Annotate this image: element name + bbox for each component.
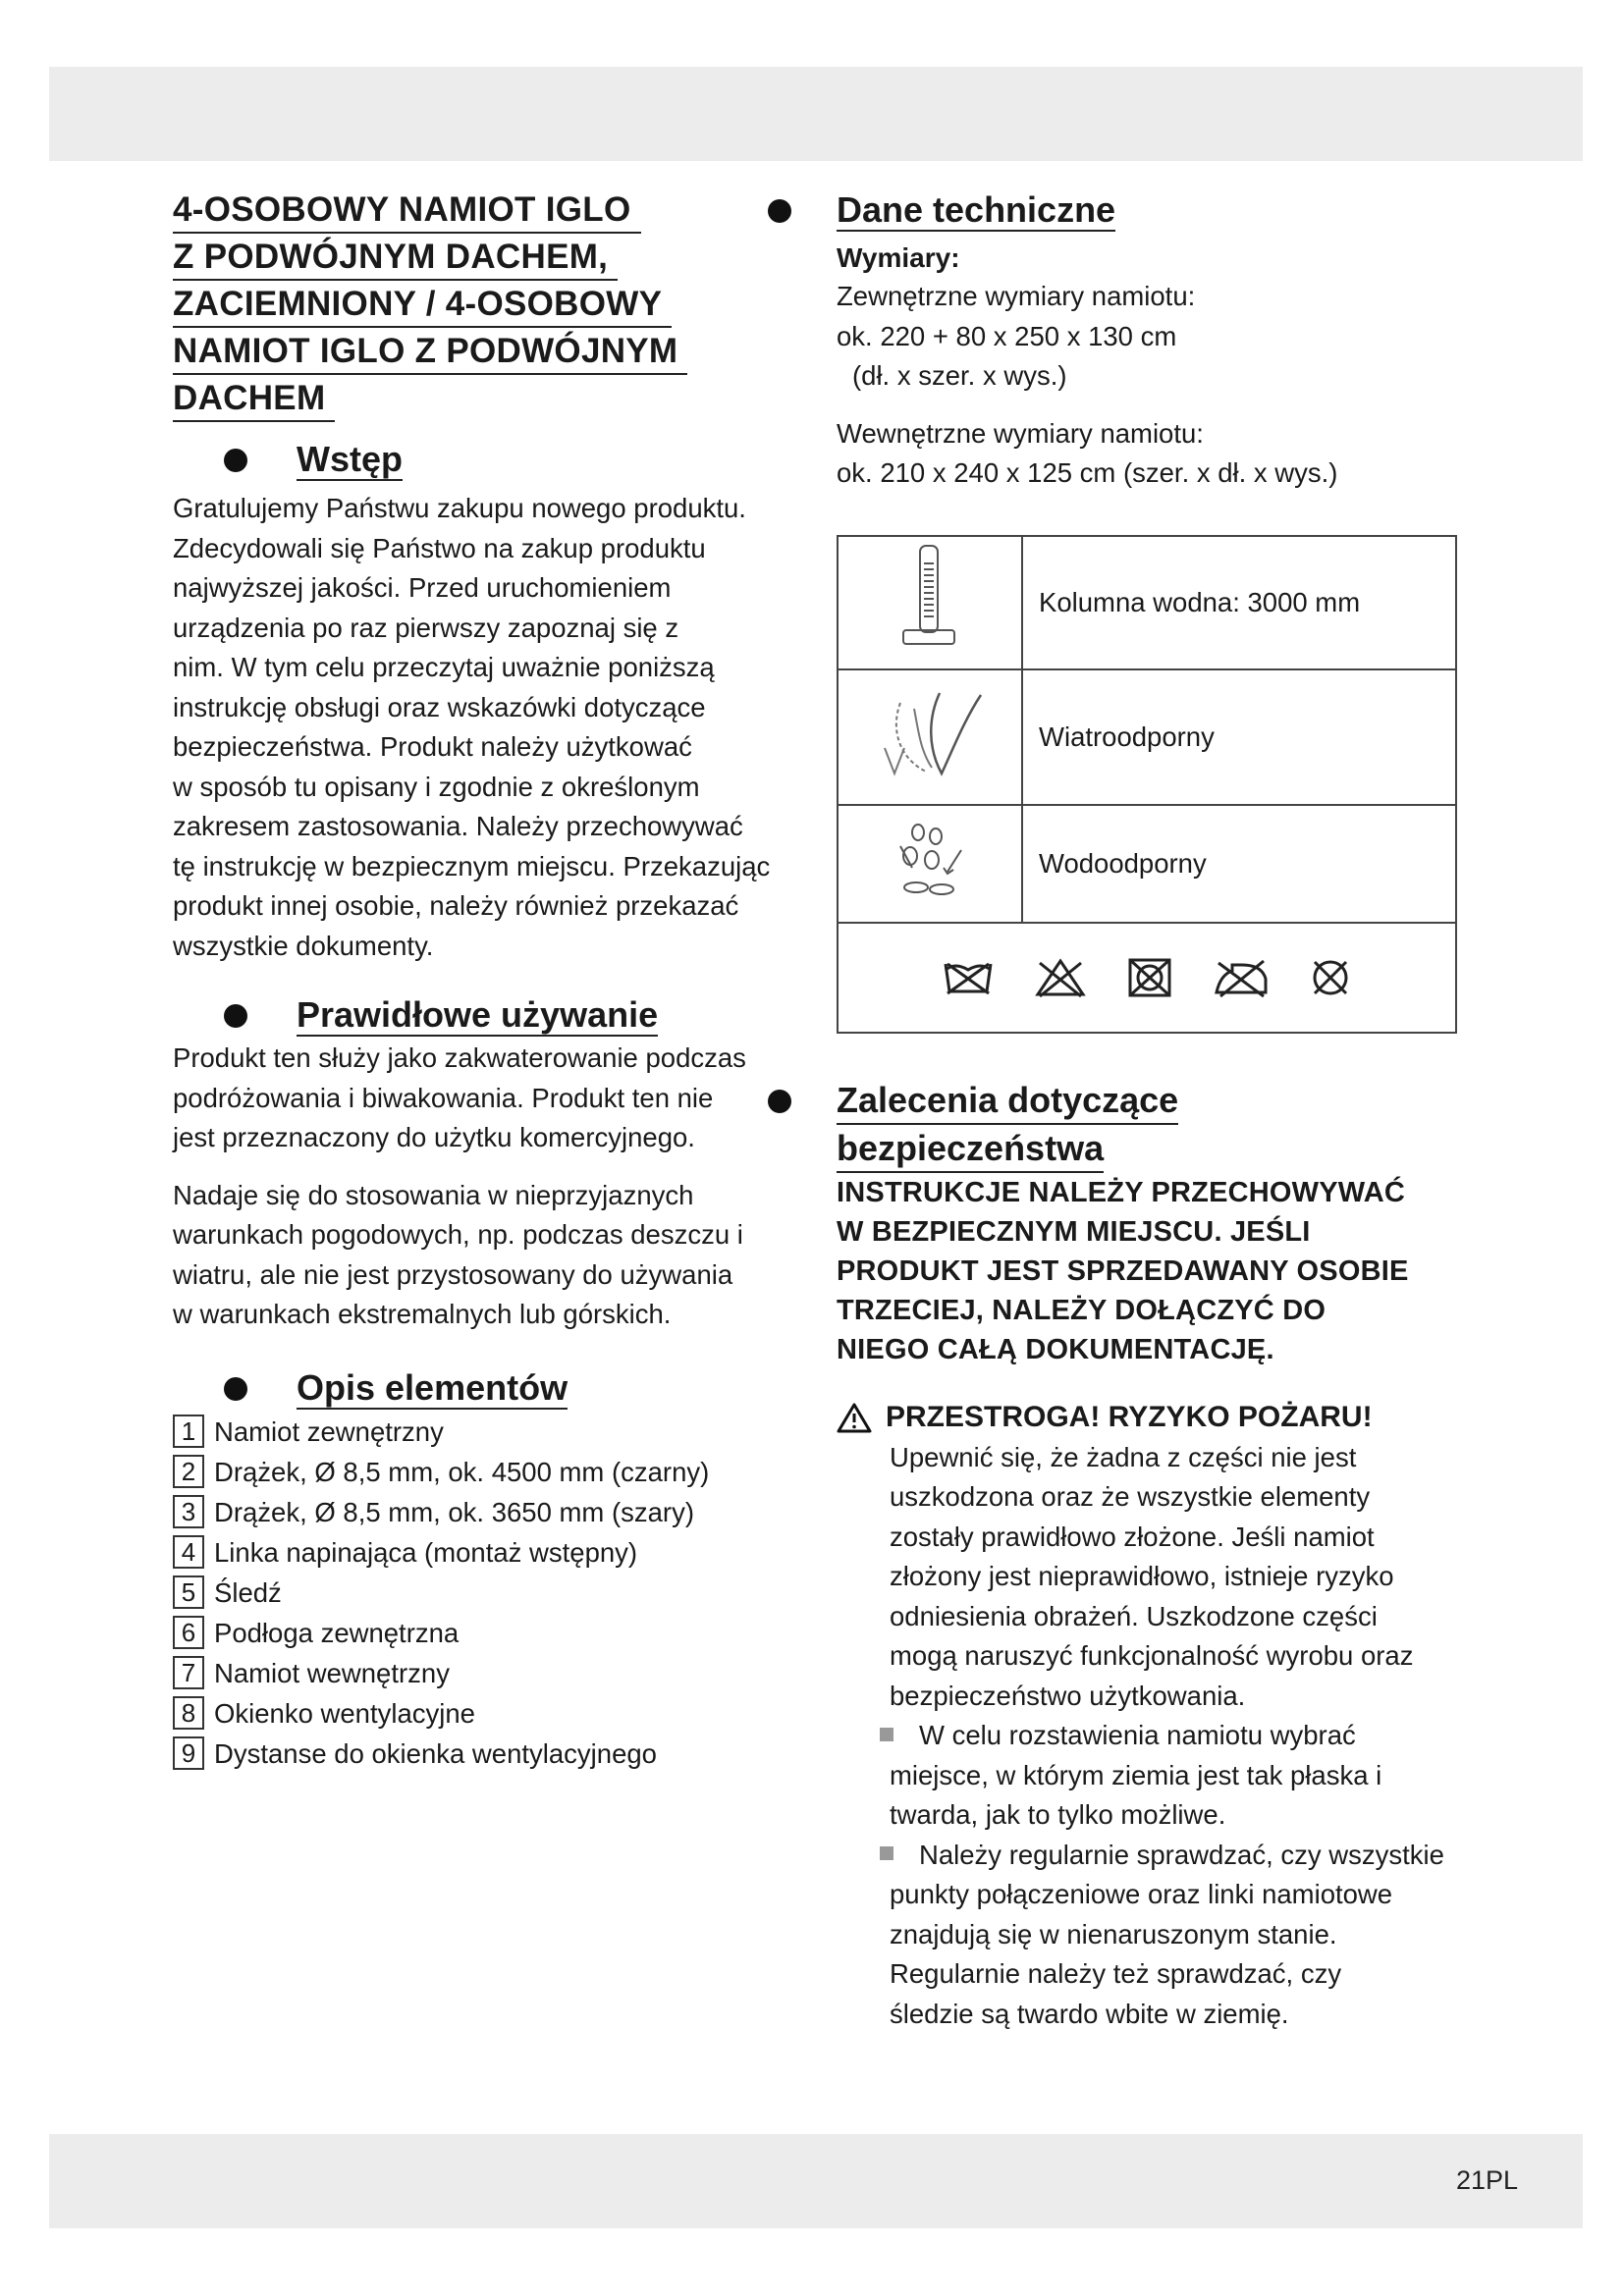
main-title [173, 187, 801, 422]
list-item: 6 Podłoga zewnętrzna [173, 1613, 801, 1653]
no-wash-icon [942, 958, 995, 997]
list-item: 3 Drążek, Ø 8,5 mm, ok. 3650 mm (szary) [173, 1492, 801, 1532]
safety-heading: Zalecenia dotyczące bezpieczeństwa [713, 1077, 1475, 1173]
safety-notice: INSTRUKCJE NALEŻY PRZECHOWYWAĆ W BEZPIECZNYM MIEJSCU. JEŚLI PRODUKT JEST SPRZEDAWANY OSOBIE TRZECIEJ, NALEŻY DOŁĄCZYĆ DO NIEGO CAŁĄ DOKUMENTACJĘ. [837, 1176, 1409, 1365]
title-line: DACHEM [173, 377, 335, 422]
no-tumble-dry-icon [1126, 956, 1173, 999]
page-number: 21PL [1455, 2165, 1518, 2195]
square-bullet-icon [880, 1728, 893, 1741]
parts-list [173, 1412, 801, 1774]
warning-title: PRZESTROGA! RYZYKO POŻARU! [837, 1397, 1475, 1438]
care-symbols [838, 923, 1456, 1033]
waterproof-label: Wodoodporny [1022, 805, 1456, 923]
specs-table [837, 535, 1457, 1034]
bullet-dot-icon [768, 199, 791, 223]
water-column-icon [838, 536, 1022, 669]
footer-band [49, 2134, 1583, 2228]
waterproof-icon [838, 805, 1022, 923]
title-line: Z PODWÓJNYM DACHEM, [173, 236, 618, 281]
intro-heading: Wstęp [173, 436, 801, 483]
bullet-dot-icon [224, 449, 247, 472]
list-item: 8 Okienko wentylacyjne [173, 1693, 801, 1734]
safety-bullet-2: Należy regularnie sprawdzać, czy wszystkie punkty połączeniowe oraz linki namiotowe znajdują się w nienaruszonym stanie. Regularnie należy też sprawdzać, czy śledzie są twardo wbite w ziemię. [890, 1836, 1475, 2035]
list-item: 5 Śledź [173, 1573, 801, 1613]
title-line: NAMIOT IGLO Z PODWÓJNYM [173, 330, 687, 375]
bullet-dot-icon [224, 1004, 247, 1028]
list-item: 1 Namiot zewnętrzny [173, 1412, 801, 1452]
no-dry-clean-icon [1309, 956, 1352, 999]
usage-text-2: Nadaje się do stosowania w nieprzyjaznych warunkach pogodowych, np. podczas deszczu i wiatru, ale nie jest przystosowany do używania w warunkach ekstremalnych lub górskich. [173, 1179, 743, 1329]
title-line: ZACIEMNIONY / 4-OSOBOWY [173, 283, 672, 328]
list-item: 4 Linka napinająca (montaż wstępny) [173, 1532, 801, 1573]
list-item: 2 Drążek, Ø 8,5 mm, ok. 4500 mm (czarny) [173, 1452, 801, 1492]
usage-heading: Prawidłowe używanie [173, 991, 801, 1039]
no-iron-icon [1213, 957, 1270, 998]
no-bleach-icon [1034, 957, 1087, 998]
header-band [49, 67, 1583, 161]
wind-icon [838, 669, 1022, 805]
title-line: 4-OSOBOWY NAMIOT IGLO [173, 188, 641, 234]
water-column-label: Kolumna wodna: 3000 mm [1022, 536, 1456, 669]
inner-dims: Wewnętrzne wymiary namiotu: ok. 210 x 240 x 125 cm (szer. x dł. x wys.) [837, 417, 1338, 488]
safety-bullet-1: W celu rozstawienia namiotu wybrać miejsce, w którym ziemia jest tak płaska i twarda, jak to tylko możliwe. [890, 1716, 1475, 1836]
tech-heading: Dane techniczne [713, 187, 1475, 234]
parts-heading: Opis elementów [173, 1364, 801, 1412]
list-item: 7 Namiot wewnętrzny [173, 1653, 801, 1693]
usage-text-1: Produkt ten służy jako zakwaterowanie podczas podróżowania i biwakowania. Produkt ten nie jest przeznaczony do użytku komercyjnego. [173, 1042, 746, 1152]
intro-text: Gratulujemy Państwu zakupu nowego produktu. Zdecydowali się Państwo na zakup produktu najwyższej jakości. Przed uruchomieniem urządzenia po raz pierwszy zapoznaj się z nim. W tym celu przeczytaj uważnie poniższą instrukcję obsługi oraz wskazówki dotyczące bezpieczeństwa. Produkt należy użytkować w sposób tu opisany i zgodnie z określonym zakresem zastosowania. Należy przechowywać tę instrukcję w bezpiecznym miejscu. Przekazując produkt innej osobie, należy również przekazać wszystkie dokumenty. [173, 493, 771, 961]
bullet-dot-icon [224, 1377, 247, 1401]
bullet-dot-icon [768, 1090, 791, 1113]
outer-dims: Zewnętrzne wymiary namiotu: ok. 220 + 80 x 250 x 130 cm (dł. x szer. x wys.) [837, 281, 1196, 391]
left-column [173, 187, 801, 1774]
right-column [837, 187, 1475, 2034]
list-item: 9 Dystanse do okienka wentylacyjnego [173, 1734, 801, 1774]
warning-text: Upewnić się, że żadna z części nie jest uszkodzona oraz że wszystkie elementy zostały prawidłowo złożone. Jeśli namiot złożony jest nieprawidłowo, istnieje ryzyko odniesienia obrażeń. Uszkodzone części mogą naruszyć funkcjonalność wyrobu oraz bezpieczeństwo użytkowania. [890, 1441, 1414, 1711]
windproof-label: Wiatroodporny [1022, 669, 1456, 805]
dims-label: Wymiary: [837, 242, 960, 273]
warning-icon [837, 1402, 872, 1433]
square-bullet-icon [880, 1846, 893, 1860]
